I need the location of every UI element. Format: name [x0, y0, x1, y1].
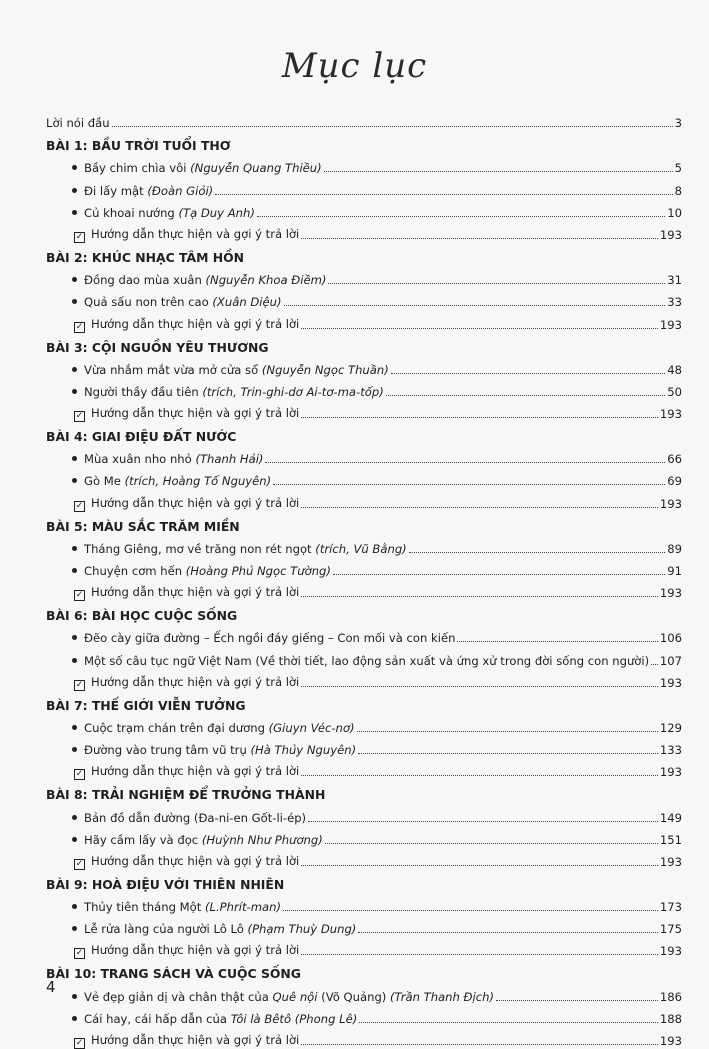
toc-entry-label	[72, 833, 323, 847]
toc-entry-label	[72, 273, 326, 287]
toc-entry-label	[72, 721, 355, 735]
toc-entry-page: 33	[667, 295, 682, 310]
toc-entry[interactable]	[46, 198, 682, 220]
toc-entry-page: 106	[659, 631, 682, 646]
lesson-heading[interactable]: BÀI 7: THẾ GIỚI VIỄN TƯỞNG	[46, 697, 246, 713]
entry-title: Vẻ đẹp giản dị và chân thật của	[84, 989, 273, 1004]
dot-leader	[301, 237, 658, 239]
entry-title: Cái hay, cái hấp dẫn của	[84, 1011, 231, 1026]
guide-text: Hướng dẫn thực hiện và gợi ý trả lời	[91, 674, 300, 689]
toc-guide-page: 193	[659, 675, 682, 690]
toc-guide[interactable]	[46, 309, 682, 331]
toc-entry-label	[72, 922, 356, 936]
toc-entry[interactable]	[46, 444, 682, 466]
toc-guide-label	[74, 764, 299, 779]
bullet-icon	[72, 210, 77, 215]
toc-entry-page: 89	[667, 541, 682, 556]
entry-title: Quả sấu non trên cao	[84, 295, 213, 310]
toc-guide[interactable]	[46, 220, 682, 242]
lesson-heading[interactable]: BÀI 1: BẦU TRỜI TUỔI THƠ	[46, 138, 231, 154]
entry-title: Mùa xuân nho nhỏ	[84, 452, 196, 467]
dot-leader	[358, 931, 658, 933]
guide-text: Hướng dẫn thực hiện và gợi ý trả lời	[91, 406, 300, 421]
bullet-icon	[72, 188, 77, 193]
toc-entry-label	[72, 161, 322, 175]
entry-author: (Huỳnh Như Phương)	[201, 832, 323, 847]
bullet-icon	[72, 994, 77, 999]
toc-intro-label: Lời nói đầu	[46, 116, 110, 131]
toc-guide-label	[74, 854, 299, 869]
toc-guide[interactable]	[46, 757, 682, 779]
entry-author: (Tạ Duy Anh)	[178, 205, 255, 220]
toc-guide-page: 193	[659, 227, 682, 242]
lesson-heading[interactable]: BÀI 3: CỘI NGUỒN YÊU THƯƠNG	[46, 339, 269, 355]
toc-entry[interactable]	[46, 802, 682, 824]
checkbox-icon: ✓	[75, 769, 84, 780]
guide-text: Hướng dẫn thực hiện và gợi ý trả lời	[91, 853, 300, 868]
toc-entry[interactable]	[46, 735, 682, 757]
entry-author: (trích, Hoàng Tố Nguyên)	[124, 474, 272, 489]
lesson-heading[interactable]: BÀI 5: MÀU SẮC TRĂM MIỀN	[46, 518, 240, 534]
entry-author: (Trần Thanh Địch)	[390, 989, 494, 1004]
dot-leader	[357, 730, 658, 732]
entry-author: (Nguyễn Quang Thiều)	[190, 161, 322, 176]
checkbox-icon: ✓	[75, 948, 84, 959]
dot-leader	[651, 663, 658, 665]
dot-leader	[301, 1043, 658, 1045]
dot-leader	[308, 820, 658, 822]
toc-entry[interactable]	[46, 153, 682, 175]
dot-leader	[333, 573, 665, 575]
toc-guide-label	[74, 406, 299, 421]
dot-leader	[328, 282, 665, 284]
toc-entry-label	[72, 206, 255, 220]
dot-leader	[265, 461, 665, 463]
toc-entry-label	[72, 385, 384, 399]
checkbox-icon: ✓	[75, 321, 84, 332]
toc-entry-label	[72, 295, 282, 309]
bullet-icon	[72, 568, 77, 573]
dot-leader	[301, 864, 658, 866]
toc-entry-label	[72, 452, 263, 466]
toc-guide-page: 193	[659, 407, 682, 422]
bullet-icon	[72, 747, 77, 752]
toc-entry[interactable]	[46, 914, 682, 936]
dot-leader	[301, 595, 658, 597]
dot-leader	[301, 416, 658, 418]
toc-entry-page: 186	[659, 989, 682, 1004]
dot-leader	[325, 842, 658, 844]
entry-author: Tôi là Bêtô	[230, 1011, 292, 1026]
toc-entry[interactable]	[46, 534, 682, 556]
lesson-heading[interactable]: BÀI 9: HOÀ ĐIỆU VỚI THIÊN NHIÊN	[46, 876, 285, 892]
entry-title: Bầy chim chìa vôi	[84, 161, 191, 176]
entry-author: (L.Phrít-man)	[204, 900, 281, 915]
entry-title: Chuyện cơm hến	[84, 564, 186, 578]
toc-entry-page: 149	[659, 810, 682, 825]
toc-guide-label	[74, 585, 299, 600]
bullet-icon	[72, 546, 77, 551]
guide-text: Hướng dẫn thực hiện và gợi ý trả lời	[91, 316, 300, 331]
toc-entry-label	[72, 743, 356, 757]
guide-text: Hướng dẫn thực hiện và gợi ý trả lời	[91, 495, 300, 510]
toc-entry-label	[72, 990, 494, 1004]
bullet-icon	[72, 658, 77, 663]
toc-guide[interactable]	[46, 399, 682, 421]
dot-leader	[457, 640, 657, 642]
toc-intro-page: 3	[674, 116, 682, 131]
page-number: 4	[46, 978, 56, 996]
lesson-heading[interactable]: BÀI 2: KHÚC NHẠC TÂM HỒN	[46, 249, 245, 265]
toc-entry[interactable]	[46, 287, 682, 309]
toc-entry[interactable]	[46, 175, 682, 197]
entry-title: Đồng dao mùa xuân	[84, 273, 206, 288]
toc-entry[interactable]	[46, 825, 682, 847]
toc-entry-label	[72, 184, 213, 198]
dot-leader	[386, 394, 666, 396]
dot-leader	[496, 999, 658, 1001]
entry-title: Đường vào trung tâm vũ trụ	[84, 743, 251, 758]
entry-author: (Nguyễn Ngọc Thuần)	[261, 362, 389, 377]
toc-guide-page: 193	[659, 1034, 682, 1048]
toc-entry-label	[72, 811, 306, 825]
toc-entry-page: 91	[667, 564, 682, 578]
entry-author: (Đoàn Giỏi)	[147, 183, 214, 198]
entry-title: Củ khoai nướng	[84, 205, 179, 220]
toc-entry[interactable]	[46, 377, 682, 399]
toc-guide[interactable]	[46, 1026, 682, 1048]
checkbox-icon: ✓	[75, 411, 84, 422]
bullet-icon	[72, 165, 77, 170]
entry-title: Bản đồ dẫn đường (Đa-ni-en Gốt-li-ép)	[84, 810, 307, 825]
dot-leader	[112, 125, 673, 127]
checkbox-icon: ✓	[75, 1038, 84, 1048]
toc-guide-page: 193	[659, 854, 682, 869]
toc-entry-page: 133	[659, 743, 682, 758]
entry-author: (Hoàng Phủ Ngọc Tường)	[185, 564, 331, 578]
toc-entry-label	[72, 654, 649, 668]
dot-leader	[358, 752, 658, 754]
toc-entry-page: 175	[659, 922, 682, 937]
toc-entry-page: 48	[667, 362, 682, 377]
bullet-icon	[72, 635, 77, 640]
entry-title: Cuộc trạm chán trên đại dương	[84, 720, 269, 735]
toc-entry[interactable]	[46, 265, 682, 287]
entry-title: Đẽo cày giữa đường – Ếch ngồi đáy giếng – Con mối và con kiến	[84, 631, 456, 646]
dot-leader	[301, 506, 658, 508]
bullet-icon	[72, 389, 77, 394]
toc-guide[interactable]	[46, 488, 682, 510]
toc-guide-page: 193	[659, 496, 682, 511]
toc-entry[interactable]	[46, 981, 682, 1003]
table-of-contents	[46, 108, 682, 1048]
bullet-icon	[72, 1016, 77, 1021]
dot-leader	[359, 1021, 658, 1023]
dot-leader	[301, 953, 658, 955]
entry-author: Quê nội	[272, 989, 318, 1004]
entry-author: (Nguyễn Khoa Điềm)	[205, 273, 327, 288]
toc-entry-label	[72, 363, 389, 377]
lesson-heading[interactable]: BÀI 10: TRANG SÁCH VÀ CUỘC SỐNG	[46, 966, 301, 982]
toc-entry-page: 173	[659, 900, 682, 915]
lesson-heading[interactable]: BÀI 6: BÀI HỌC CUỘC SỐNG	[46, 608, 238, 624]
entry-title: Hãy cầm lấy và đọc	[84, 832, 202, 847]
entry-author: (Xuân Diệu)	[212, 295, 282, 310]
entry-author: (Thanh Hải)	[195, 452, 264, 467]
lesson-heading[interactable]: BÀI 8: TRẢI NGHIỆM ĐỂ TRƯỞNG THÀNH	[46, 787, 326, 803]
entry-author: (Phong Lê)	[294, 1011, 358, 1026]
dot-leader	[257, 215, 665, 217]
toc-entry-page: 66	[667, 452, 682, 467]
toc-entry-page: 31	[667, 273, 682, 288]
toc-entry-page: 10	[667, 205, 682, 220]
toc-guide[interactable]	[46, 578, 682, 600]
toc-guide[interactable]	[46, 936, 682, 958]
bullet-icon	[72, 904, 77, 909]
toc-entry[interactable]	[46, 466, 682, 488]
toc-entry[interactable]	[46, 623, 682, 645]
toc-guide-page: 193	[659, 944, 682, 959]
toc-entry-page: 8	[674, 183, 682, 198]
toc-guide-label	[74, 227, 299, 242]
toc-guide-label	[74, 317, 299, 332]
dot-leader	[301, 685, 658, 687]
entry-title: Vừa nhắm mắt vừa mở cửa sổ	[84, 362, 262, 377]
toc-entry[interactable]	[46, 1004, 682, 1026]
toc-entry-label	[72, 542, 407, 556]
dot-leader	[301, 327, 658, 329]
toc-entry-page: 151	[659, 832, 682, 847]
toc-entry-label	[72, 900, 281, 914]
toc-entry-label	[72, 564, 331, 578]
toc-entry[interactable]	[46, 713, 682, 735]
toc-entry[interactable]	[46, 645, 682, 667]
entry-title: Gò Me	[84, 474, 125, 489]
checkbox-icon: ✓	[75, 500, 84, 511]
entry-title: Lễ rửa làng của người Lô Lô	[84, 922, 248, 937]
toc-guide-label	[74, 943, 299, 958]
toc-guide-label	[74, 1033, 299, 1048]
dot-leader	[324, 170, 673, 172]
entry-author: (Hà Thủy Nguyên)	[250, 743, 357, 758]
entry-title: Một số câu tục ngữ Việt Nam (Về thời tiết, lao động sản xuất và ứng xử trong đời sống con người)	[84, 653, 650, 668]
entry-author: (trích, Trin-ghi-dơ Ai-tơ-ma-tốp)	[202, 384, 384, 399]
guide-text: Hướng dẫn thực hiện và gợi ý trả lời	[91, 1033, 300, 1047]
dot-leader	[284, 304, 666, 306]
entry-author: (Giuyn Véc-nơ)	[268, 720, 355, 735]
entry-author: (Phạm Thuỳ Dung)	[247, 922, 357, 937]
toc-guide-page: 193	[659, 317, 682, 332]
page-title: Mục lục	[281, 46, 428, 86]
toc-guide-page: 193	[659, 586, 682, 601]
entry-author: (trích, Vũ Bằng)	[315, 541, 407, 556]
toc-entry-page: 188	[659, 1011, 682, 1026]
bullet-icon	[72, 367, 77, 372]
bullet-icon	[72, 299, 77, 304]
toc-entry-page: 5	[674, 161, 682, 176]
bullet-icon	[72, 926, 77, 931]
lesson-heading[interactable]: BÀI 4: GIAI ĐIỆU ĐẤT NƯỚC	[46, 429, 237, 445]
toc-entry[interactable]	[46, 556, 682, 578]
bullet-icon	[72, 456, 77, 461]
guide-text: Hướng dẫn thực hiện và gợi ý trả lời	[91, 226, 300, 241]
toc-guide[interactable]	[46, 847, 682, 869]
bullet-icon	[72, 277, 77, 282]
toc-entry-page: 107	[659, 653, 682, 668]
checkbox-icon: ✓	[75, 590, 84, 601]
toc-guide[interactable]	[46, 668, 682, 690]
dot-leader	[273, 483, 665, 485]
dot-leader	[301, 774, 658, 776]
guide-text: Hướng dẫn thực hiện và gợi ý trả lời	[91, 585, 300, 600]
bullet-icon	[72, 815, 77, 820]
toc-entry-label	[72, 474, 271, 488]
toc-entry-label	[72, 631, 455, 645]
entry-title: Thủy tiên tháng Một	[84, 900, 205, 915]
bullet-icon	[72, 837, 77, 842]
checkbox-icon: ✓	[75, 679, 84, 690]
entry-title: Đi lấy mật	[84, 183, 148, 198]
guide-text: Hướng dẫn thực hiện và gợi ý trả lời	[91, 943, 300, 958]
toc-entry-page: 129	[659, 720, 682, 735]
toc-entry-page: 69	[667, 474, 682, 489]
toc-guide-page: 193	[659, 765, 682, 780]
toc-entry-page: 50	[667, 384, 682, 399]
entry-suffix: (Võ Quảng)	[317, 989, 391, 1004]
guide-text: Hướng dẫn thực hiện và gợi ý trả lời	[91, 764, 300, 779]
dot-leader	[409, 551, 666, 553]
toc-intro[interactable]	[46, 108, 682, 130]
dot-leader	[283, 909, 658, 911]
toc-entry[interactable]	[46, 355, 682, 377]
checkbox-icon: ✓	[75, 231, 84, 242]
toc-guide-label	[74, 496, 299, 511]
bullet-icon	[72, 478, 77, 483]
toc-entry[interactable]	[46, 892, 682, 914]
entry-title: Tháng Giêng, mơ về trăng non rét ngọt	[84, 541, 316, 556]
entry-title: Người thầy đầu tiên	[84, 384, 203, 399]
bullet-icon	[72, 725, 77, 730]
dot-leader	[215, 193, 672, 195]
dot-leader	[391, 372, 665, 374]
checkbox-icon: ✓	[75, 858, 84, 869]
toc-guide-label	[74, 675, 299, 690]
